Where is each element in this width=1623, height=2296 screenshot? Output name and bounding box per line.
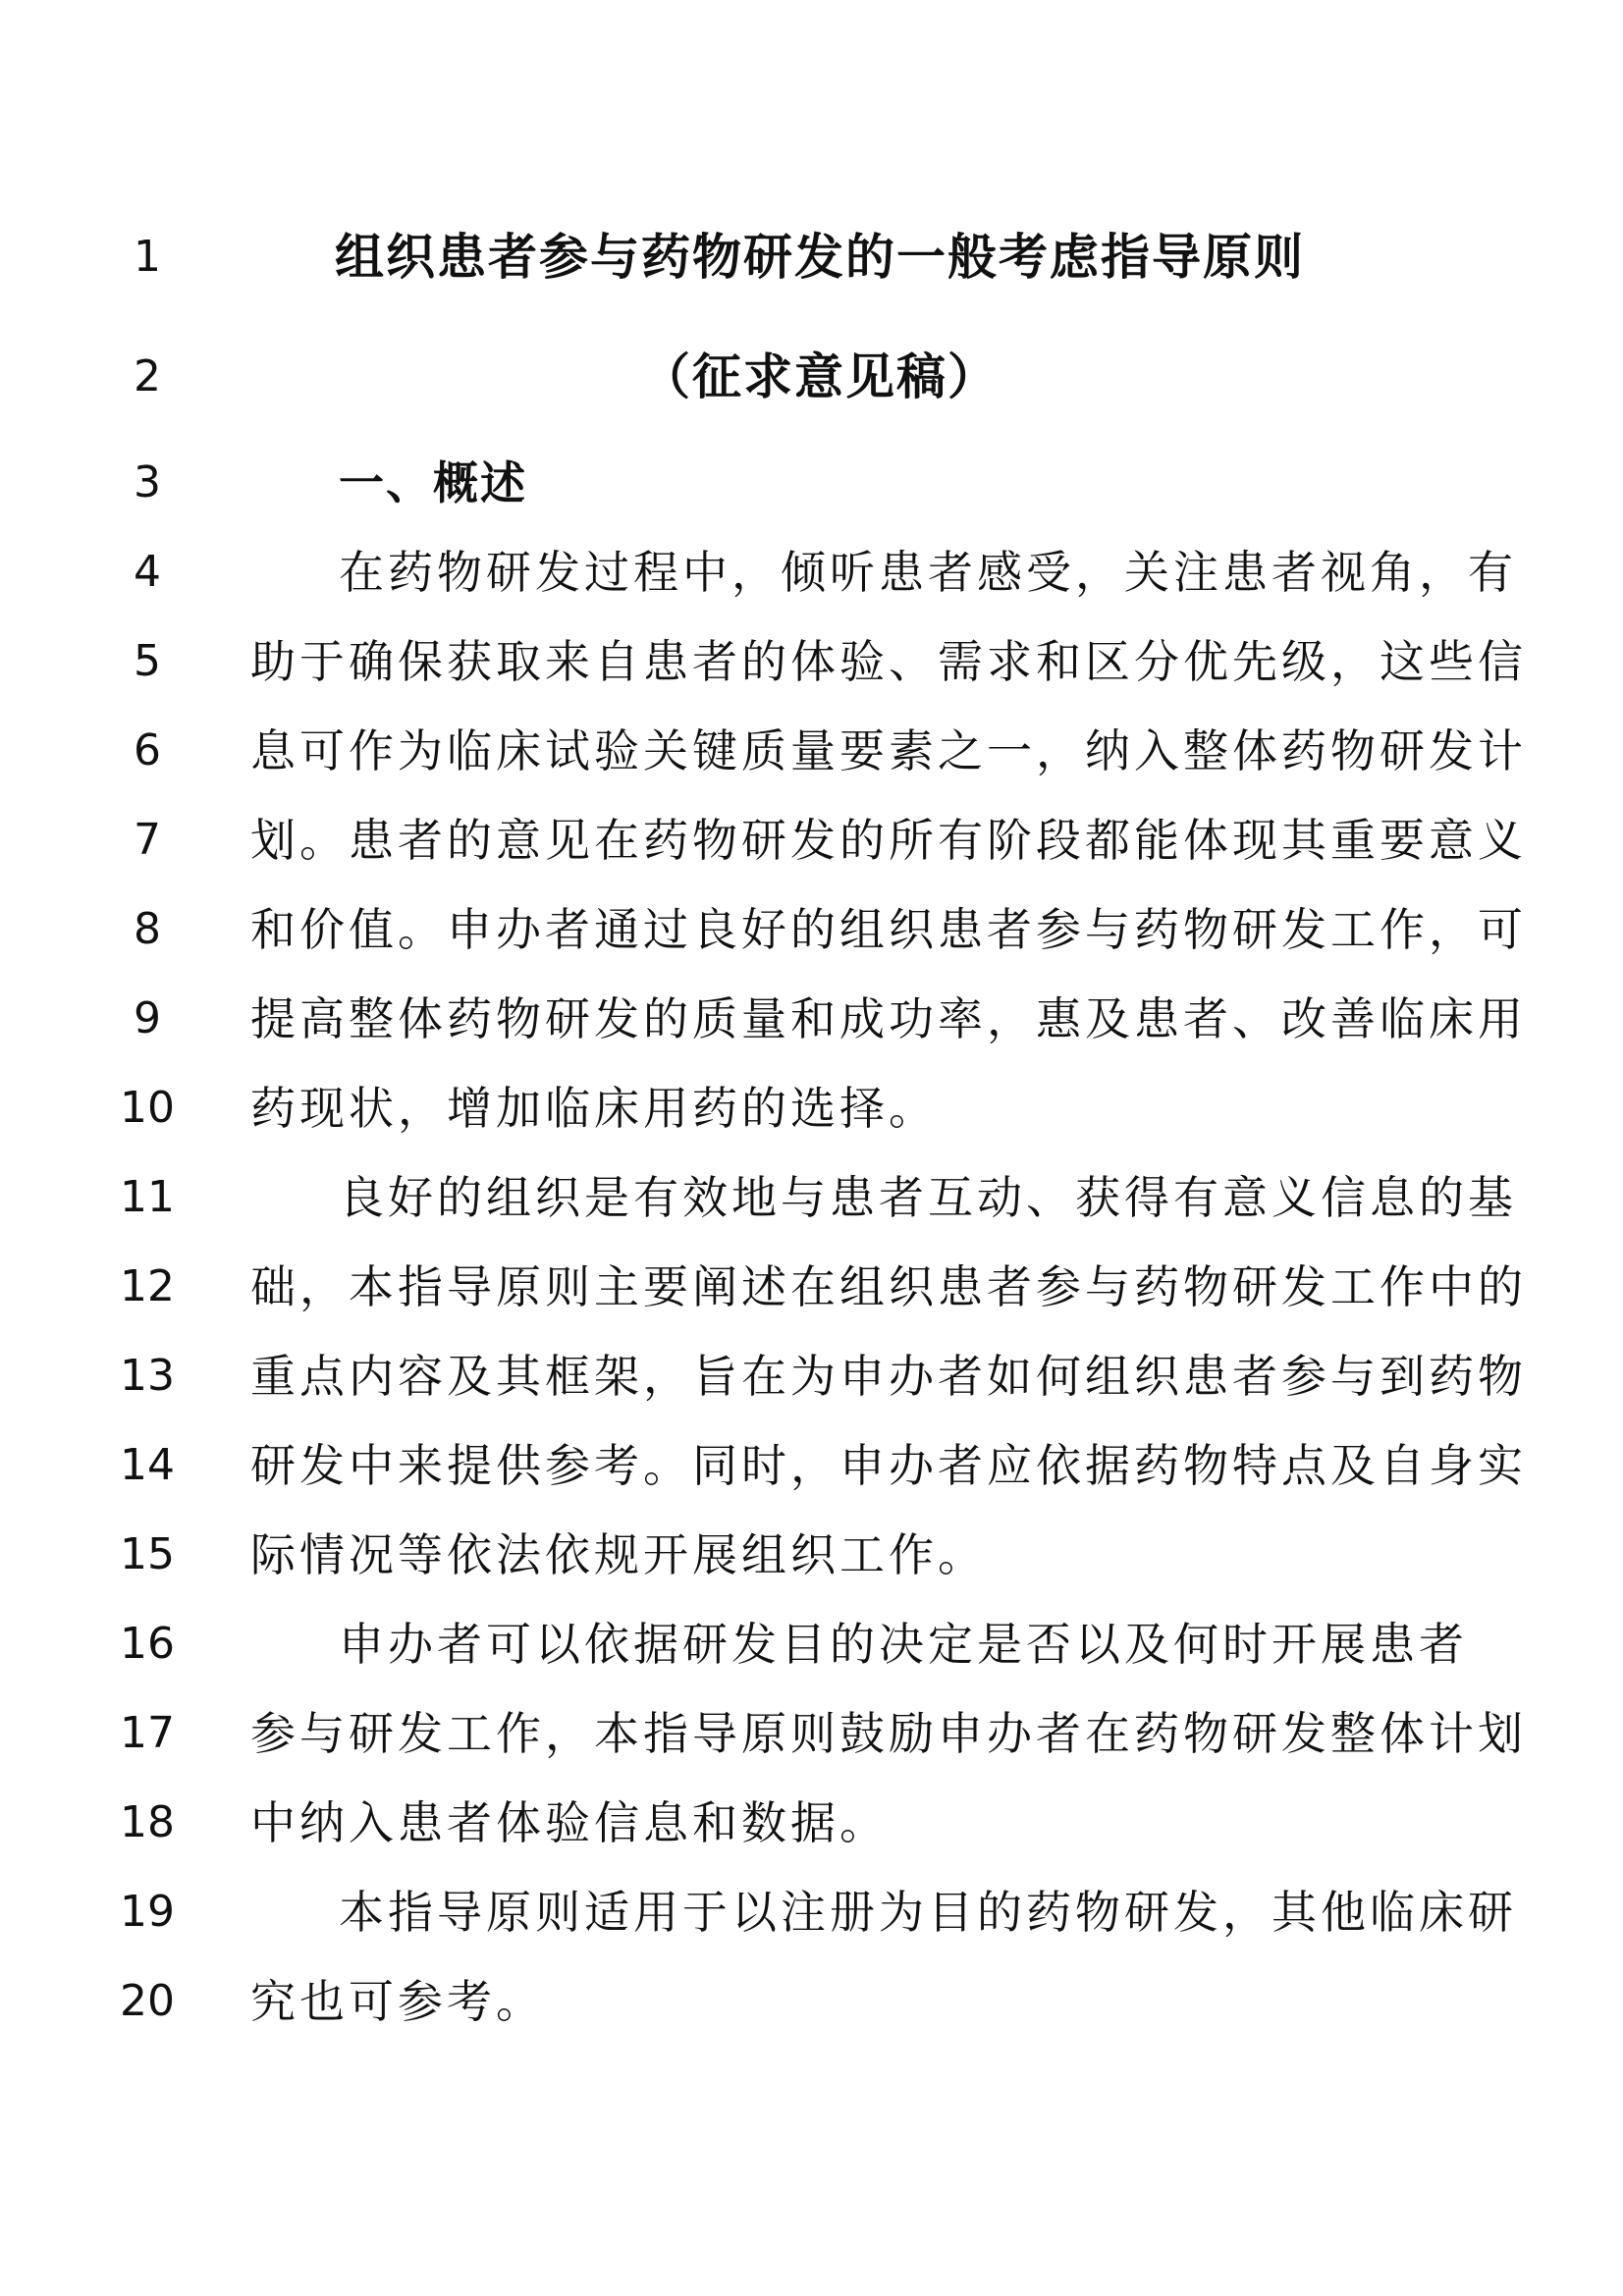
paragraph-line: 申办者可以依据研发目的决定是否以及何时开展患者 [339,1618,1468,1671]
paragraph-line: 参与研发工作，本指导原则鼓励申办者在药物研发整体计划 [250,1707,1527,1760]
line-number: 16 [120,1619,175,1669]
paragraph-line: 提高整体药物研发的质量和成功率，惠及患者、改善临床用 [250,992,1527,1045]
line-14 [0,1420,1623,1511]
line-number: 2 [134,351,161,401]
line-number: 18 [120,1797,175,1847]
paragraph-line: 究也可参考。 [250,1975,545,2028]
line-number: 7 [134,815,161,865]
paragraph-line: 重点内容及其框架，旨在为申办者如何组织患者参与到药物 [250,1350,1527,1403]
line-number: 1 [134,232,161,282]
paragraph-line: 础，本指导原则主要阐述在组织患者参与药物研发工作中的 [250,1260,1527,1313]
line-number: 9 [134,993,161,1043]
paragraph-line: 药现状，增加临床用药的选择。 [250,1082,938,1135]
line-number: 8 [134,904,161,954]
line-number: 19 [120,1887,175,1937]
paragraph-line: 息可作为临床试验关键质量要素之一，纳入整体药物研发计 [250,724,1527,777]
line-2 [0,332,1623,422]
line-number: 15 [120,1529,175,1579]
line-18 [0,1778,1623,1868]
paragraph-line: 良好的组织是有效地与患者互动、获得有意义信息的基 [339,1171,1517,1224]
line-number: 14 [120,1440,175,1490]
line-number: 6 [134,725,161,775]
paragraph-line: 和价值。申办者通过良好的组织患者参与药物研发工作，可 [250,903,1527,956]
line-20 [0,1956,1623,2047]
line-10 [0,1063,1623,1153]
line-number: 17 [120,1708,175,1758]
line-17 [0,1688,1623,1779]
document-title: 组织患者参与药物研发的一般考虑指导原则 [335,229,1305,286]
line-3 [0,438,1623,528]
line-4 [0,527,1623,617]
paragraph-line: 本指导原则适用于以注册为目的药物研发，其他临床研 [339,1886,1517,1939]
line-number: 5 [134,636,161,686]
line-1 [0,212,1623,302]
line-number: 3 [134,457,161,507]
line-11 [0,1152,1623,1243]
line-number: 12 [120,1261,175,1311]
paragraph-line: 划。患者的意见在药物研发的所有阶段都能体现其重要意义 [250,814,1527,867]
line-16 [0,1599,1623,1689]
line-5 [0,616,1623,707]
section-heading: 一、概述 [339,456,527,509]
paragraph-line: 研发中来提供参考。同时，申办者应依据药物特点及自身实 [250,1439,1527,1492]
line-15 [0,1510,1623,1600]
line-number: 13 [120,1351,175,1401]
paragraph-line: 际情况等依法依规开展组织工作。 [250,1528,987,1581]
line-8 [0,884,1623,975]
line-6 [0,706,1623,796]
paragraph-line: 在药物研发过程中，倾听患者感受，关注患者视角，有 [339,546,1517,599]
paragraph-line: 中纳入患者体验信息和数据。 [250,1796,889,1849]
line-number: 20 [120,1976,175,2026]
line-13 [0,1331,1623,1421]
line-number: 11 [120,1172,175,1222]
line-number: 10 [120,1083,175,1133]
line-number: 4 [134,547,161,597]
paragraph-line: 助于确保获取来自患者的体验、需求和区分优先级，这些信 [250,635,1527,688]
line-9 [0,974,1623,1064]
line-12 [0,1242,1623,1332]
document-subtitle: （征求意见稿） [641,348,999,405]
line-7 [0,795,1623,885]
line-19 [0,1867,1623,1957]
